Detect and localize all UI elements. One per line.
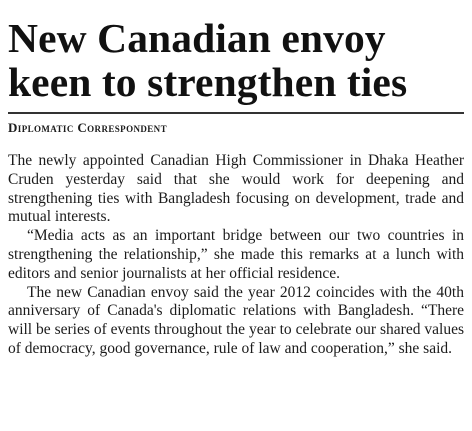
headline-line-2: keen to strengthen ties [8, 59, 408, 105]
article-byline: Diplomatic Correspondent [8, 120, 167, 135]
headline-divider [8, 112, 464, 114]
headline-line-1: New Canadian envoy [8, 15, 386, 61]
article-headline [8, 16, 464, 104]
article-paragraph-1: The newly appointed Canadian High Commissioner in Dhaka Heather Cruden yesterday said that she would work for deepening and strengthening ties with Bangladesh focusing on development, trade and mutual interests. [8, 152, 464, 226]
article-paragraph-3: The new Canadian envoy said the year 2012 coincides with the 40th anniversary of Canada's diplomatic relations with Bangladesh. “There will be series of events throughout the year to celebrate our shared values of democracy, good governance, rule of law and cooperation,” she said. [8, 283, 464, 357]
article-paragraph-2: “Media acts as an important bridge between our two countries in strengthening the relationship,” she made this remarks at a lunch with editors and senior journalists at her official residence. [8, 227, 464, 282]
article-body [8, 152, 464, 359]
